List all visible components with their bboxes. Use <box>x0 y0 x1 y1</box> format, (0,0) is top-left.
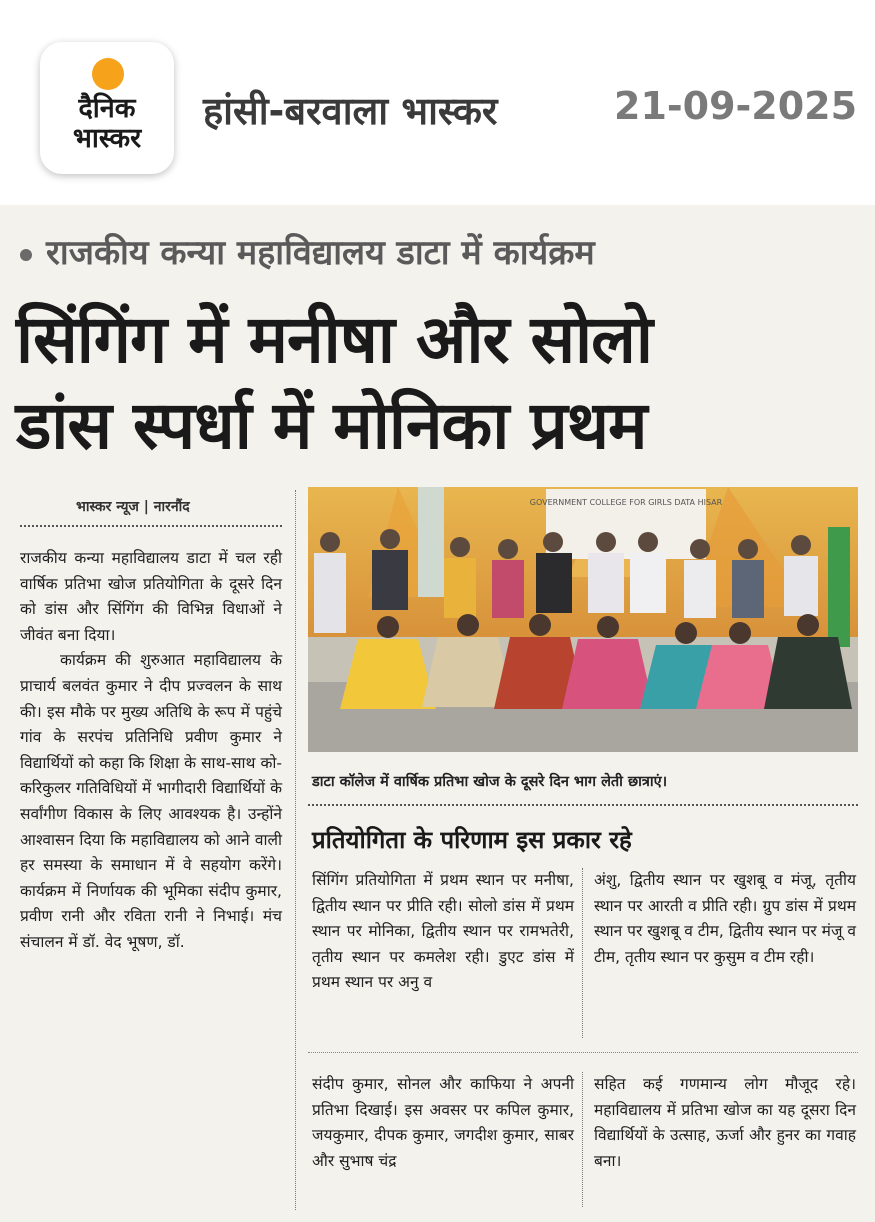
body-left-column <box>20 546 282 1206</box>
results-bottom-rule <box>308 1052 858 1053</box>
results-column-1: सिंगिंग प्रतियोगिता में प्रथम स्थान पर मनीषा, द्वितीय स्थान पर प्रीति रही। सोलो डांस में प्रथम स्थान पर मोनिका, द्वितीय स्थान पर रामभतेरी, तृतीय स्थान पर कमलेश रही। डुएट डांस में प्रथम स्थान पर अनु व <box>312 871 574 992</box>
logo-text-line1: दैनिक <box>78 93 136 124</box>
results-column-2: अंशु, द्वितीय स्थान पर खुशबू व मंजू, तृतीय स्थान पर आरती व प्रीति रही। ग्रुप डांस में प्रथम स्थान पर खुशबू व टीम, द्वितीय स्थान पर मंजू व टीम, तृतीय स्थान पर कुसुम व टीम रही। <box>594 871 856 966</box>
results-column-divider <box>582 868 583 1038</box>
headline-line2: डांस स्पर्धा में मोनिका प्रथम <box>16 387 647 464</box>
dainik-bhaskar-logo <box>40 42 174 174</box>
photo-banner-text: GOVERNMENT COLLEGE FOR GIRLS DATA HISAR <box>529 498 723 507</box>
results-heading: प्रतियोगिता के परिणाम इस प्रकार रहे <box>312 826 632 854</box>
bullet-icon <box>20 249 32 261</box>
caption-rule <box>308 804 858 806</box>
headline-line1: सिंगिंग में मनीषा और सोलो <box>16 301 652 378</box>
continued-column-divider <box>582 1072 583 1207</box>
sun-logo-icon <box>92 58 124 90</box>
byline: भास्कर न्यूज | नारनौंद <box>76 499 190 515</box>
kicker-text: राजकीय कन्या महाविद्यालय डाटा में कार्यक्रम <box>46 233 595 273</box>
byline-rule <box>20 525 282 527</box>
logo-text-line2: भास्कर <box>72 123 142 154</box>
kicker <box>20 228 595 274</box>
continued-column-2: सहित कई गणमान्य लोग मौजूद रहे। महाविद्यालय में प्रतिभा खोज का यह दूसरा दिन विद्यार्थियों के उत्साह, ऊर्जा और हुनर का गवाह बना। <box>594 1075 856 1170</box>
main-column-divider <box>295 490 296 1210</box>
edition-title: हांसी-बरवाला भास्कर <box>203 89 498 133</box>
continued-column-1: संदीप कुमार, सोनल और काफिया ने अपनी प्रतिभा दिखाई। इस अवसर पर कपिल कुमार, जयकुमार, दीपक कुमार, जगदीश कुमार, साबर और सुभाष चंद्र <box>312 1075 574 1170</box>
body-paragraph-1: राजकीय कन्या महाविद्यालय डाटा में चल रही वार्षिक प्रतिभा खोज प्रतियोगिता के दूसरे दिन को डांस और सिंगिंग की विभिन्न विधाओं ने जीवंत बना दिया। <box>20 549 282 644</box>
event-photo <box>308 487 858 752</box>
edition-date: 21-09-2025 <box>614 84 858 128</box>
event-photo-illustration <box>308 487 858 752</box>
header-bar <box>0 0 875 205</box>
body-paragraph-2: कार्यक्रम की शुरुआत महाविद्यालय के प्राचार्य बलवंत कुमार ने दीप प्रज्वलन के साथ की। इस मौके पर मुख्य अतिथि के रूप में पहुंचे गांव के सरपंच प्रतिनिधि प्रवीण कुमार ने विद्यार्थियों को कहा कि शिक्षा के साथ-साथ को-करिकुलर गतिविधियों में भागीदारी विद्यार्थियों के सर्वांगीण विकास के लिए आवश्यक है। उन्होंने आश्वासन दिया कि महाविद्यालय को आने वाली हर समस्या के समाधान में वे सहयोग करेंगे। कार्यक्रम में निर्णायक की भूमिका संदीप कुमार, प्रवीण रानी और रविता रानी ने निभाई। मंच संचालन में डॉ. वेद भूषण, डॉ. <box>20 651 282 951</box>
photo-caption: डाटा कॉलेज में वार्षिक प्रतिभा खोज के दूसरे दिन भाग लेती छात्राएं। <box>312 774 668 790</box>
